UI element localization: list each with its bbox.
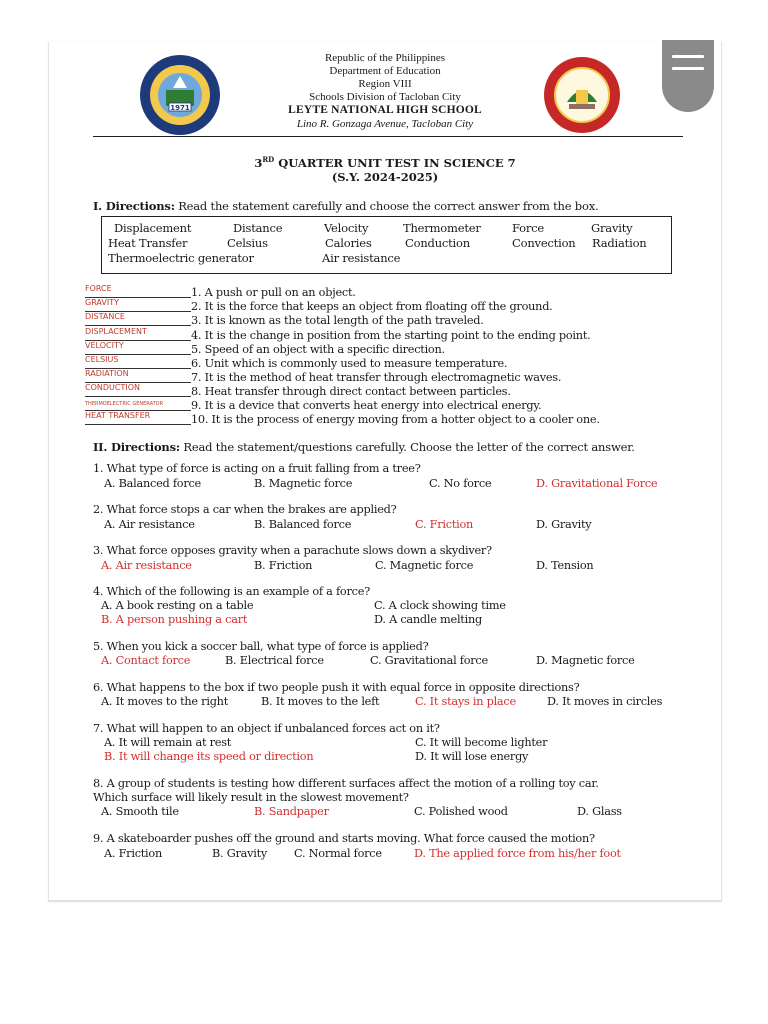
- handwritten-answer[interactable]: CONDUCTION: [85, 383, 140, 392]
- answer-blank: [85, 372, 191, 383]
- menu-bar-icon: [672, 55, 704, 58]
- answer-option-selected[interactable]: C. Friction: [415, 518, 474, 531]
- word-box-item: Calories: [325, 236, 372, 250]
- answer-option-selected[interactable]: B. Sandpaper: [254, 805, 329, 818]
- answer-option[interactable]: D. It moves in circles: [547, 695, 663, 708]
- answer-option[interactable]: B. It moves to the left: [261, 695, 380, 708]
- answer-option[interactable]: B. Magnetic force: [254, 477, 353, 490]
- answer-option[interactable]: B. Gravity: [212, 847, 268, 860]
- question-text: 5. When you kick a soccer ball, what type of force is applied?: [93, 640, 429, 653]
- word-box-item: Heat Transfer: [108, 236, 188, 250]
- menu-button[interactable]: [662, 40, 714, 112]
- question-text: 7. What will happen to an object if unbalanced forces act on it?: [93, 722, 440, 735]
- answer-option[interactable]: A. Air resistance: [104, 518, 195, 531]
- word-box-item: Distance: [233, 221, 283, 235]
- test-title: 3RD QUARTER UNIT TEST IN SCIENCE 7: [254, 155, 516, 170]
- question-text: 8. A group of students is testing how different surfaces affect the motion of a rolling toy car.: [93, 777, 599, 790]
- answer-option[interactable]: A. It moves to the right: [101, 695, 228, 708]
- word-box-item: Displacement: [114, 221, 192, 235]
- part1-item-text: 7. It is the method of heat transfer through electromagnetic waves.: [191, 371, 562, 384]
- answer-blank: [85, 358, 191, 369]
- header-address: Lino R. Gonzaga Avenue, Tacloban City: [296, 118, 474, 130]
- handwritten-answer[interactable]: VELOCITY: [85, 341, 124, 350]
- part1-item-text: 5. Speed of an object with a specific direction.: [191, 343, 445, 356]
- answer-option[interactable]: C. Polished wood: [414, 805, 508, 818]
- handwritten-answer[interactable]: THERMOELECTRIC GENERATOR: [85, 401, 164, 407]
- answer-option-selected[interactable]: D. The applied force from his/her foot: [414, 847, 621, 860]
- answer-option[interactable]: B. Electrical force: [225, 654, 324, 667]
- answer-option[interactable]: C. Normal force: [294, 847, 382, 860]
- answer-option[interactable]: B. Friction: [254, 559, 313, 572]
- word-box-item: Conduction: [405, 236, 470, 250]
- word-box-item: Celsius: [227, 236, 268, 250]
- answer-option-selected[interactable]: B. A person pushing a cart: [101, 613, 248, 626]
- word-box-item: Radiation: [592, 236, 647, 250]
- answer-option[interactable]: D. It will lose energy: [415, 750, 529, 763]
- part1-item-text: 2. It is the force that keeps an object from floating off the ground.: [191, 300, 553, 313]
- answer-option[interactable]: D. Tension: [536, 559, 594, 572]
- answer-option[interactable]: A. It will remain at rest: [104, 736, 232, 749]
- answer-blank: [85, 330, 191, 341]
- part1-item-text: 1. A push or pull on an object.: [191, 286, 356, 299]
- answer-option[interactable]: C. No force: [429, 477, 492, 490]
- answer-option[interactable]: C. It will become lighter: [415, 736, 548, 749]
- header-school: LEYTE NATIONAL HIGH SCHOOL: [288, 104, 482, 116]
- answer-option-selected[interactable]: A. Air resistance: [101, 559, 192, 572]
- document-page: [48, 42, 722, 902]
- word-box-item: Air resistance: [322, 251, 401, 265]
- part1-item-text: 10. It is the process of energy moving from a hotter object to a cooler one.: [191, 413, 600, 426]
- question-text: 2. What force stops a car when the brakes are applied?: [93, 503, 397, 516]
- word-box-item: Thermometer: [403, 221, 481, 235]
- handwritten-answer[interactable]: GRAVITY: [85, 298, 119, 307]
- part1-item-text: 9. It is a device that converts heat energy into electrical energy.: [191, 399, 542, 412]
- handwritten-answer[interactable]: HEAT TRANSFER: [85, 411, 151, 420]
- part1-directions: I. Directions: Read the statement carefully and choose the correct answer from the box.: [93, 199, 599, 213]
- header-division: Schools Division of Tacloban City: [309, 91, 461, 103]
- handwritten-answer[interactable]: FORCE: [85, 284, 112, 293]
- part1-item-text: 8. Heat transfer through direct contact between particles.: [191, 385, 511, 398]
- answer-option-selected[interactable]: A. Contact force: [101, 654, 191, 667]
- header-deped: Department of Education: [329, 65, 441, 77]
- handwritten-answer[interactable]: CELSIUS: [85, 355, 119, 364]
- header-region: Region VIII: [358, 78, 412, 90]
- word-box: [101, 216, 672, 274]
- answer-option-selected[interactable]: C. It stays in place: [415, 695, 516, 708]
- word-box-item: Force: [512, 221, 545, 235]
- question-text: 1. What type of force is acting on a fruit falling from a tree?: [93, 462, 421, 475]
- handwritten-answer[interactable]: DISTANCE: [85, 312, 125, 321]
- answer-blank: [85, 344, 191, 355]
- answer-option-selected[interactable]: D. Gravitational Force: [536, 477, 658, 490]
- answer-blank: [85, 400, 191, 411]
- question-text: 9. A skateboarder pushes off the ground and starts moving. What force caused the motion?: [93, 832, 595, 845]
- menu-bar-icon: [672, 67, 704, 70]
- answer-option[interactable]: A. Friction: [104, 847, 162, 860]
- answer-option[interactable]: A. Smooth tile: [101, 805, 179, 818]
- answer-option[interactable]: A. A book resting on a table: [101, 599, 254, 612]
- header-rule: [93, 136, 683, 137]
- word-box-item: Gravity: [591, 221, 633, 235]
- answer-blank: [85, 414, 191, 425]
- part1-item-text: 3. It is known as the total length of the path traveled.: [191, 314, 484, 327]
- question-text: 6. What happens to the box if two people push it with equal force in opposite directions?: [93, 681, 580, 694]
- answer-blank: [85, 301, 191, 312]
- answer-blank: [85, 315, 191, 326]
- answer-option[interactable]: B. Balanced force: [254, 518, 352, 531]
- word-box-item: Velocity: [324, 221, 369, 235]
- answer-option-selected[interactable]: B. It will change its speed or direction: [104, 750, 314, 763]
- part1-item-text: 4. It is the change in position from the starting point to the ending point.: [191, 329, 591, 342]
- part2-directions: II. Directions: Read the statement/questions carefully. Choose the letter of the correct answer.: [93, 440, 635, 454]
- answer-blank: [85, 287, 191, 298]
- answer-option[interactable]: D. Gravity: [536, 518, 592, 531]
- answer-option[interactable]: A. Balanced force: [104, 477, 201, 490]
- answer-option[interactable]: C. Magnetic force: [375, 559, 474, 572]
- answer-option[interactable]: D. A candle melting: [374, 613, 482, 626]
- header-republic: Republic of the Philippines: [324, 52, 446, 64]
- question-text: 4. Which of the following is an example of a force?: [93, 585, 370, 598]
- answer-option[interactable]: C. Gravitational force: [370, 654, 488, 667]
- answer-blank: [85, 386, 191, 397]
- question-text-cont: Which surface will likely result in the slowest movement?: [93, 791, 409, 804]
- part1-item-text: 6. Unit which is commonly used to measure temperature.: [191, 357, 508, 370]
- word-box-item: Convection: [512, 236, 576, 250]
- handwritten-answer[interactable]: DISPLACEMENT: [85, 327, 147, 336]
- answer-option[interactable]: D. Magnetic force: [536, 654, 635, 667]
- question-text: 3. What force opposes gravity when a parachute slows down a skydiver?: [93, 544, 492, 557]
- answer-option[interactable]: C. A clock showing time: [374, 599, 506, 612]
- school-year: (S.Y. 2024-2025): [331, 170, 439, 184]
- word-box-item: Thermoelectric generator: [108, 251, 254, 265]
- handwritten-answer[interactable]: RADIATION: [85, 369, 129, 378]
- answer-option[interactable]: D. Glass: [577, 805, 622, 818]
- left-seal-year: 1971: [170, 104, 190, 112]
